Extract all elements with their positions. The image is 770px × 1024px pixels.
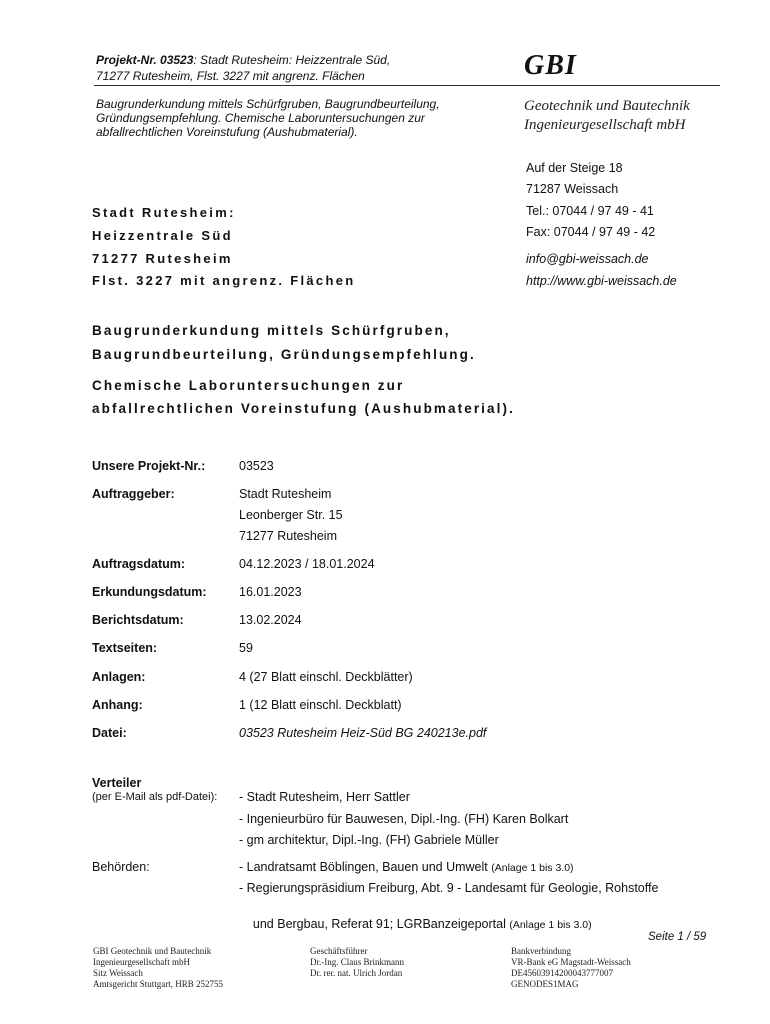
project-number: Projekt-Nr. 03523	[96, 53, 194, 67]
contact-tel: Tel.: 07044 / 97 49 - 41	[526, 204, 654, 218]
footer-line: GBI Geotechnik und Bautechnik	[93, 946, 212, 956]
distribution-label: Verteiler	[92, 776, 142, 790]
distribution-item: - Ingenieurbüro für Bauwesen, Dipl.-Ing. (FH) Karen Bolkart	[239, 812, 569, 826]
address-line: Flst. 3227 mit angrenz. Flächen	[92, 273, 356, 288]
company-name	[524, 97, 690, 135]
address-line: Stadt Rutesheim:	[92, 205, 236, 220]
footer-line: Bankverbindung	[511, 946, 571, 956]
distribution-item: - gm architektur, Dipl.-Ing. (FH) Gabriele Müller	[239, 833, 499, 847]
footer-bank	[511, 946, 631, 990]
distribution-sublabel: (per E-Mail als pdf-Datei):	[92, 791, 218, 803]
footer-line: VR-Bank eG Magstadt-Weissach	[511, 957, 631, 967]
client-label: Auftraggeber:	[92, 487, 175, 501]
project-header	[96, 52, 496, 84]
attachments-label: Anlagen:	[92, 670, 146, 684]
report-subtitle-line: abfallrechtlichen Voreinstufung (Aushubmaterial).	[92, 401, 515, 416]
survey-date-value: 16.01.2023	[239, 585, 302, 599]
contact-email[interactable]: info@gbi-weissach.de	[526, 252, 649, 266]
authorities-item-note: (Anlage 1 bis 3.0)	[491, 862, 574, 874]
client-value: Leonberger Str. 15	[239, 508, 343, 522]
distribution-item: - Stadt Rutesheim, Herr Sattler	[239, 790, 410, 804]
report-title-line: Baugrunderkundung mittels Schürfgruben,	[92, 323, 451, 338]
authorities-item	[239, 903, 592, 931]
project-number-value: 03523	[239, 459, 274, 473]
appendix-value: 1 (12 Blatt einschl. Deckblatt)	[239, 698, 402, 712]
order-date-label: Auftragsdatum:	[92, 557, 186, 571]
report-date-label: Berichtsdatum:	[92, 613, 184, 627]
address-line: 71277 Rutesheim	[92, 251, 233, 266]
footer-line: Sitz Weissach	[93, 968, 143, 978]
footer-line: GENODES1MAG	[511, 979, 579, 989]
file-value: 03523 Rutesheim Heiz-Süd BG 240213e.pdf	[239, 726, 487, 740]
file-label: Datei:	[92, 726, 127, 740]
header-desc-line: Gründungsempfehlung. Chemische Laboruntersuchungen zur	[96, 111, 425, 125]
authorities-item-text: und Bergbau, Referat 91; LGRBanzeigeportal	[245, 917, 510, 931]
contact-city: 71287 Weissach	[526, 182, 619, 196]
contact-fax: Fax: 07044 / 97 49 - 42	[526, 225, 656, 239]
contact-website[interactable]: http://www.gbi-weissach.de	[526, 274, 677, 288]
company-name-line: Ingenieurgesellschaft mbH	[524, 117, 686, 133]
report-subtitle-line: Chemische Laboruntersuchungen zur	[92, 378, 405, 393]
footer-line: Dr.-Ing. Claus Brinkmann	[310, 957, 404, 967]
authorities-item-text: - Landratsamt Böblingen, Bauen und Umwelt	[239, 860, 492, 874]
report-title-line: Baugrundbeurteilung, Gründungsempfehlung.	[92, 347, 476, 362]
project-title-line2: 71277 Rutesheim, Flst. 3227 mit angrenz. Flächen	[96, 69, 365, 83]
header-description	[96, 97, 506, 139]
authorities-item-note: (Anlage 1 bis 3.0)	[509, 919, 592, 931]
address-line: Heizzentrale Süd	[92, 228, 233, 243]
authorities-item	[239, 860, 574, 874]
header-divider	[94, 85, 720, 86]
text-pages-value: 59	[239, 641, 253, 655]
authorities-item: - Regierungspräsidium Freiburg, Abt. 9 - Landesamt für Geologie, Rohstoffe	[239, 881, 659, 895]
attachments-value: 4 (27 Blatt einschl. Deckblätter)	[239, 670, 413, 684]
footer-line: DE45603914200043777007	[511, 968, 613, 978]
appendix-label: Anhang:	[92, 698, 143, 712]
page-number: Seite 1 / 59	[648, 931, 707, 943]
survey-date-label: Erkundungsdatum:	[92, 585, 207, 599]
gbi-logo: GBI	[524, 50, 577, 81]
footer-line: Geschäftsführer	[310, 946, 368, 956]
text-pages-label: Textseiten:	[92, 641, 158, 655]
footer-line: Dr. rer. nat. Ulrich Jordan	[310, 968, 403, 978]
footer-line: Ingenieurgesellschaft mbH	[93, 957, 191, 967]
project-number-label: Unsere Projekt-Nr.:	[92, 459, 206, 473]
report-date-value: 13.02.2024	[239, 613, 302, 627]
footer-management	[310, 946, 404, 979]
client-value: 71277 Rutesheim	[239, 529, 337, 543]
footer-company	[93, 946, 223, 990]
header-desc-line: Baugrunderkundung mittels Schürfgruben, Baugrundbeurteilung,	[96, 97, 440, 111]
header-desc-line: abfallrechtlichen Voreinstufung (Aushubmaterial).	[96, 125, 358, 139]
client-value: Stadt Rutesheim	[239, 487, 332, 501]
project-title: : Stadt Rutesheim: Heizzentrale Süd,	[193, 53, 391, 67]
order-date-value: 04.12.2023 / 18.01.2024	[239, 557, 375, 571]
company-name-line: Geotechnik und Bautechnik	[524, 98, 690, 114]
footer-line: Amtsgericht Stuttgart, HRB 252755	[93, 979, 223, 989]
authorities-label: Behörden:	[92, 860, 150, 874]
contact-street: Auf der Steige 18	[526, 161, 623, 175]
